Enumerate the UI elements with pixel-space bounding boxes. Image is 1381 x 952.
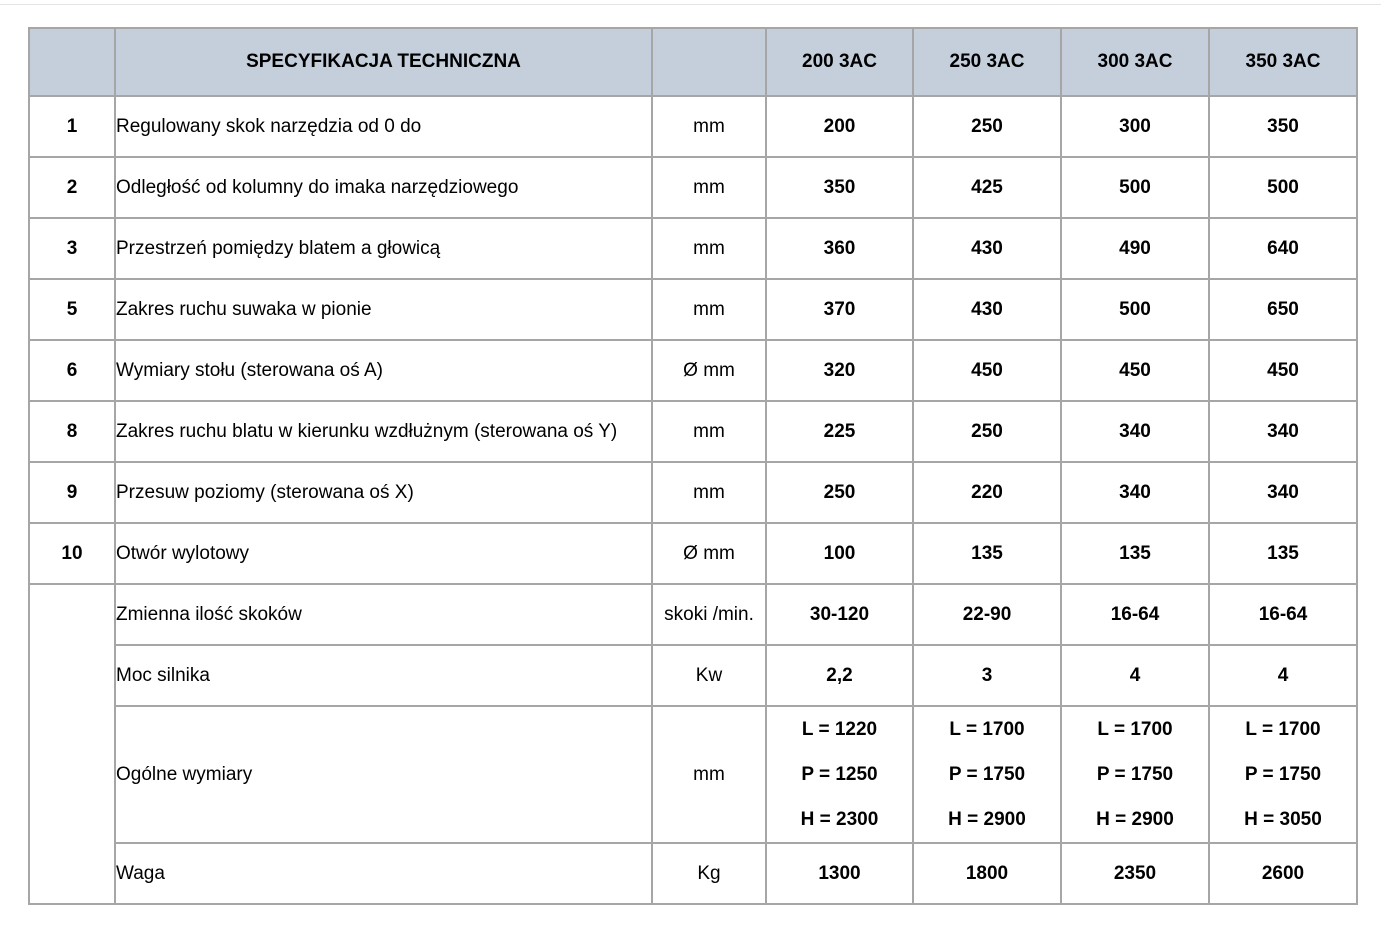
table-row (29, 157, 1357, 218)
row-description: Wymiary stołu (sterowana oś A) (115, 340, 652, 401)
table-row (29, 462, 1357, 523)
dimensions-value (1061, 706, 1209, 843)
row-value: 300 (1061, 96, 1209, 157)
table-row (29, 645, 1357, 706)
row-unit: mm (652, 706, 766, 843)
dimension-height: H = 2900 (948, 809, 1026, 830)
row-unit: mm (652, 96, 766, 157)
row-description: Zakres ruchu suwaka w pionie (115, 279, 652, 340)
header-model: 200 3AC (766, 28, 913, 96)
dimensions-value (1209, 706, 1357, 843)
table-row (29, 401, 1357, 462)
dimension-width: P = 1750 (1244, 764, 1322, 785)
row-unit: mm (652, 218, 766, 279)
row-description: Moc silnika (115, 645, 652, 706)
row-number: 5 (29, 279, 115, 340)
row-unit: Ø mm (652, 523, 766, 584)
row-description: Waga (115, 843, 652, 904)
row-value: 340 (1061, 401, 1209, 462)
table-row (29, 523, 1357, 584)
row-description: Regulowany skok narzędzia od 0 do (115, 96, 652, 157)
row-value: 225 (766, 401, 913, 462)
row-value: 200 (766, 96, 913, 157)
dimension-length: L = 1700 (1097, 719, 1173, 740)
row-number: 3 (29, 218, 115, 279)
table-row (29, 218, 1357, 279)
row-number: 9 (29, 462, 115, 523)
row-value: 250 (913, 96, 1061, 157)
row-value: 4 (1209, 645, 1357, 706)
row-value: 2350 (1061, 843, 1209, 904)
row-number: 2 (29, 157, 115, 218)
row-value: 22-90 (913, 584, 1061, 645)
row-value: 250 (913, 401, 1061, 462)
row-value: 650 (1209, 279, 1357, 340)
row-value: 430 (913, 218, 1061, 279)
table-row (29, 584, 1357, 645)
weight-row (29, 843, 1357, 904)
row-value: 450 (1061, 340, 1209, 401)
row-value: 450 (1209, 340, 1357, 401)
row-description: Ogólne wymiary (115, 706, 652, 843)
header-num (29, 28, 115, 96)
header-row (29, 28, 1357, 96)
row-value: 3 (913, 645, 1061, 706)
dimension-length: L = 1220 (801, 719, 878, 740)
row-value: 340 (1061, 462, 1209, 523)
row-unit: Ø mm (652, 340, 766, 401)
row-unit: mm (652, 157, 766, 218)
merged-number-cell (29, 584, 115, 904)
row-unit: mm (652, 401, 766, 462)
dimension-length: L = 1700 (949, 719, 1025, 740)
row-value: 250 (766, 462, 913, 523)
dimensions-row (29, 706, 1357, 843)
row-value: 350 (1209, 96, 1357, 157)
row-value: 340 (1209, 462, 1357, 523)
row-value: 500 (1209, 157, 1357, 218)
row-unit: mm (652, 279, 766, 340)
dimensions-value (766, 706, 913, 843)
row-value: 30-120 (766, 584, 913, 645)
row-value: 350 (766, 157, 913, 218)
row-value: 2,2 (766, 645, 913, 706)
top-divider (0, 4, 1381, 5)
row-value: 640 (1209, 218, 1357, 279)
row-value: 425 (913, 157, 1061, 218)
dimension-height: H = 2300 (800, 809, 879, 830)
header-unit (652, 28, 766, 96)
row-value: 135 (1061, 523, 1209, 584)
table-row (29, 96, 1357, 157)
row-value: 1800 (913, 843, 1061, 904)
row-value: 135 (913, 523, 1061, 584)
row-value: 2600 (1209, 843, 1357, 904)
dimension-height: H = 2900 (1096, 809, 1174, 830)
row-description: Zmienna ilość skoków (115, 584, 652, 645)
row-value: 450 (913, 340, 1061, 401)
row-value: 340 (1209, 401, 1357, 462)
row-number: 8 (29, 401, 115, 462)
row-value: 360 (766, 218, 913, 279)
row-value: 16-64 (1061, 584, 1209, 645)
row-value: 500 (1061, 157, 1209, 218)
header-model: 300 3AC (1061, 28, 1209, 96)
row-value: 490 (1061, 218, 1209, 279)
row-number: 6 (29, 340, 115, 401)
row-unit: mm (652, 462, 766, 523)
row-value: 430 (913, 279, 1061, 340)
row-value: 500 (1061, 279, 1209, 340)
row-unit: skoki /min. (652, 584, 766, 645)
row-value: 320 (766, 340, 913, 401)
row-value: 100 (766, 523, 913, 584)
dimension-width: P = 1250 (801, 764, 878, 785)
row-value: 135 (1209, 523, 1357, 584)
row-value: 16-64 (1209, 584, 1357, 645)
dimension-height: H = 3050 (1244, 809, 1322, 830)
table-row (29, 340, 1357, 401)
row-value: 1300 (766, 843, 913, 904)
dimensions-value (913, 706, 1061, 843)
row-description: Przestrzeń pomiędzy blatem a głowicą (115, 218, 652, 279)
table-row (29, 279, 1357, 340)
dimension-width: P = 1750 (1096, 764, 1174, 785)
header-model: 250 3AC (913, 28, 1061, 96)
row-unit: Kw (652, 645, 766, 706)
row-description: Odległość od kolumny do imaka narzędziowego (115, 157, 652, 218)
header-title: SPECYFIKACJA TECHNICZNA (115, 28, 652, 96)
row-number: 10 (29, 523, 115, 584)
spec-table (28, 27, 1358, 905)
row-number: 1 (29, 96, 115, 157)
row-value: 370 (766, 279, 913, 340)
row-unit: Kg (652, 843, 766, 904)
dimension-width: P = 1750 (948, 764, 1026, 785)
header-model: 350 3AC (1209, 28, 1357, 96)
row-description: Otwór wylotowy (115, 523, 652, 584)
row-value: 4 (1061, 645, 1209, 706)
row-value: 220 (913, 462, 1061, 523)
dimension-length: L = 1700 (1245, 719, 1321, 740)
row-description: Zakres ruchu blatu w kierunku wzdłużnym (sterowana oś Y) (115, 401, 652, 462)
row-description: Przesuw poziomy (sterowana oś X) (115, 462, 652, 523)
